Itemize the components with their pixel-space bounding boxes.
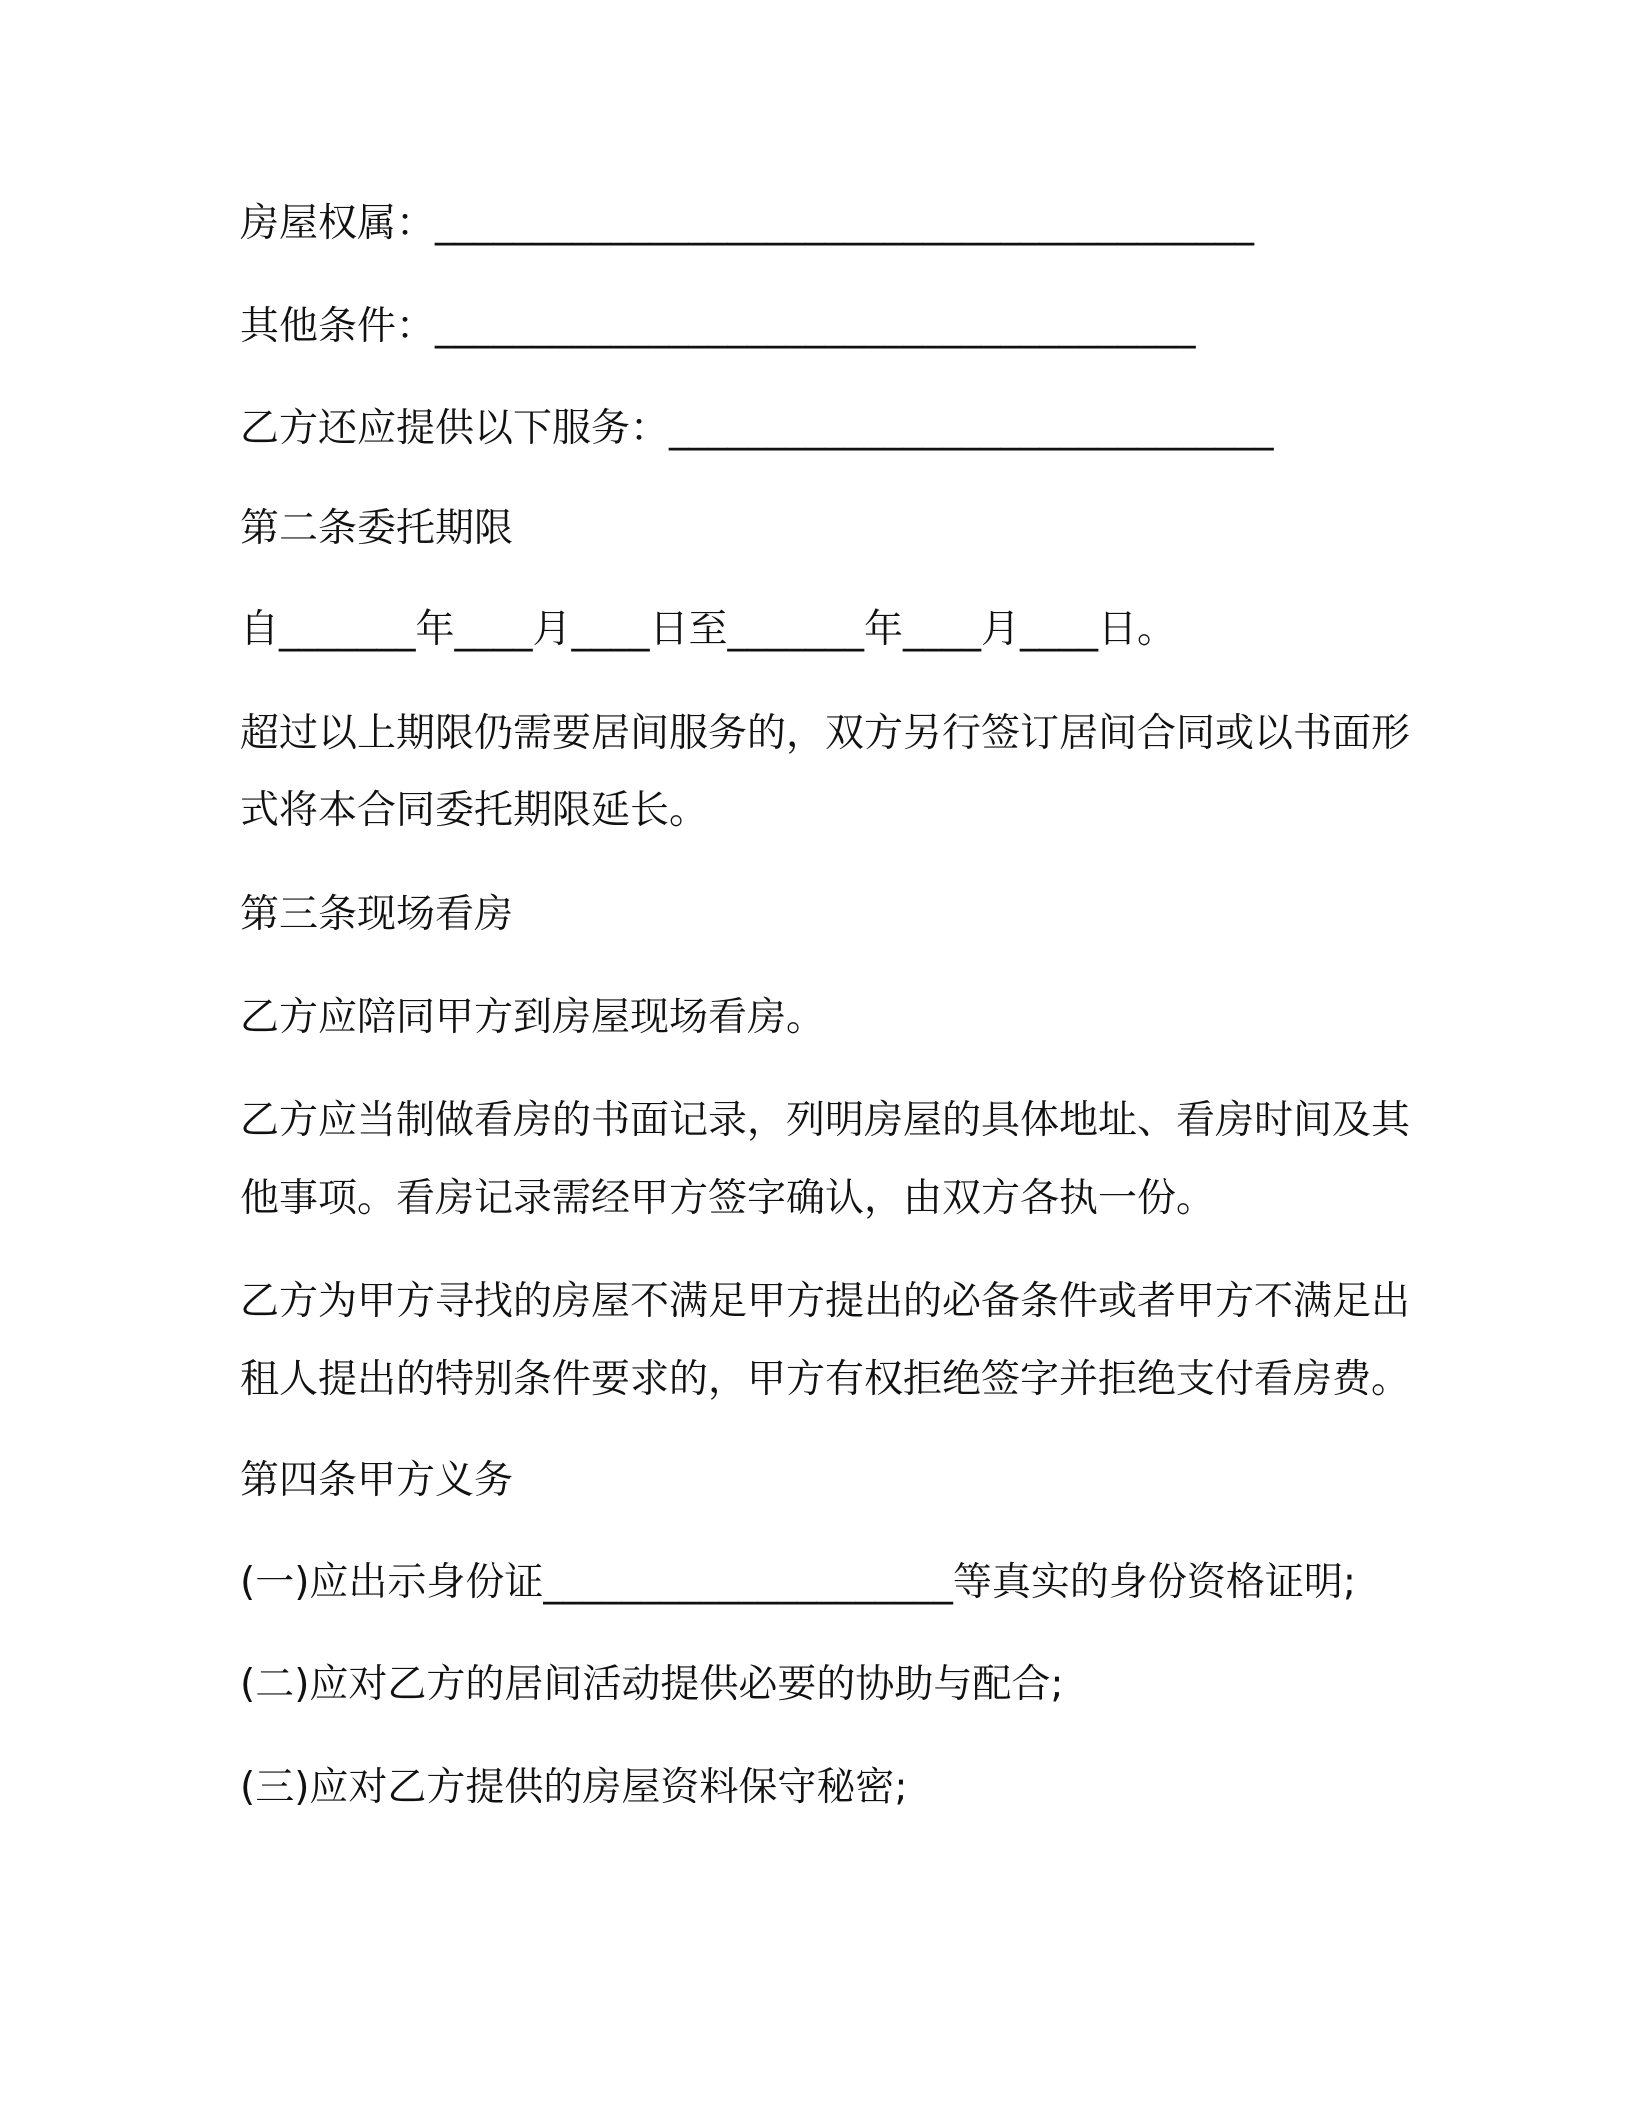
viewing-record-line-2: 他事项。看房记录需经甲方签字确认，由双方各执一份。 — [240, 1176, 1216, 1221]
viewing-accompany-line: 乙方应陪同甲方到房屋现场看房。 — [240, 995, 826, 1040]
article-three-heading: 第三条现场看房 — [240, 892, 514, 937]
party-b-services-line: 乙方还应提供以下服务：_______________________________ — [240, 406, 1274, 451]
term-date-range-line: 自_______年____月____日至_______年____月____日。 — [240, 607, 1177, 652]
viewing-record-line-1: 乙方应当制做看房的书面记录，列明房屋的具体地址、看房时间及其 — [240, 1098, 1411, 1143]
refusal-right-line-2: 租人提出的特别条件要求的，甲方有权拒绝签字并拒绝支付看房费。 — [240, 1357, 1411, 1402]
term-extension-line-2: 式将本合同委托期限延长。 — [240, 788, 709, 833]
article-four-heading: 第四条甲方义务 — [240, 1458, 514, 1503]
obligation-one-line: (一)应出示身份证_____________________等真实的身份资格证明; — [240, 1560, 1357, 1605]
refusal-right-line-1: 乙方为甲方寻找的房屋不满足甲方提出的必备条件或者甲方不满足出 — [240, 1279, 1411, 1324]
term-extension-line-1: 超过以上期限仍需要居间服务的，双方另行签订居间合同或以书面形 — [240, 711, 1411, 756]
other-conditions-line: 其他条件：_______________________________________ — [240, 304, 1196, 349]
article-two-heading: 第二条委托期限 — [240, 506, 514, 551]
obligation-three-line: (三)应对乙方提供的房屋资料保守秘密; — [240, 1765, 908, 1810]
property-ownership-line: 房屋权属：__________________________________________ — [240, 201, 1255, 246]
obligation-two-line: (二)应对乙方的居间活动提供必要的协助与配合; — [240, 1662, 1064, 1707]
